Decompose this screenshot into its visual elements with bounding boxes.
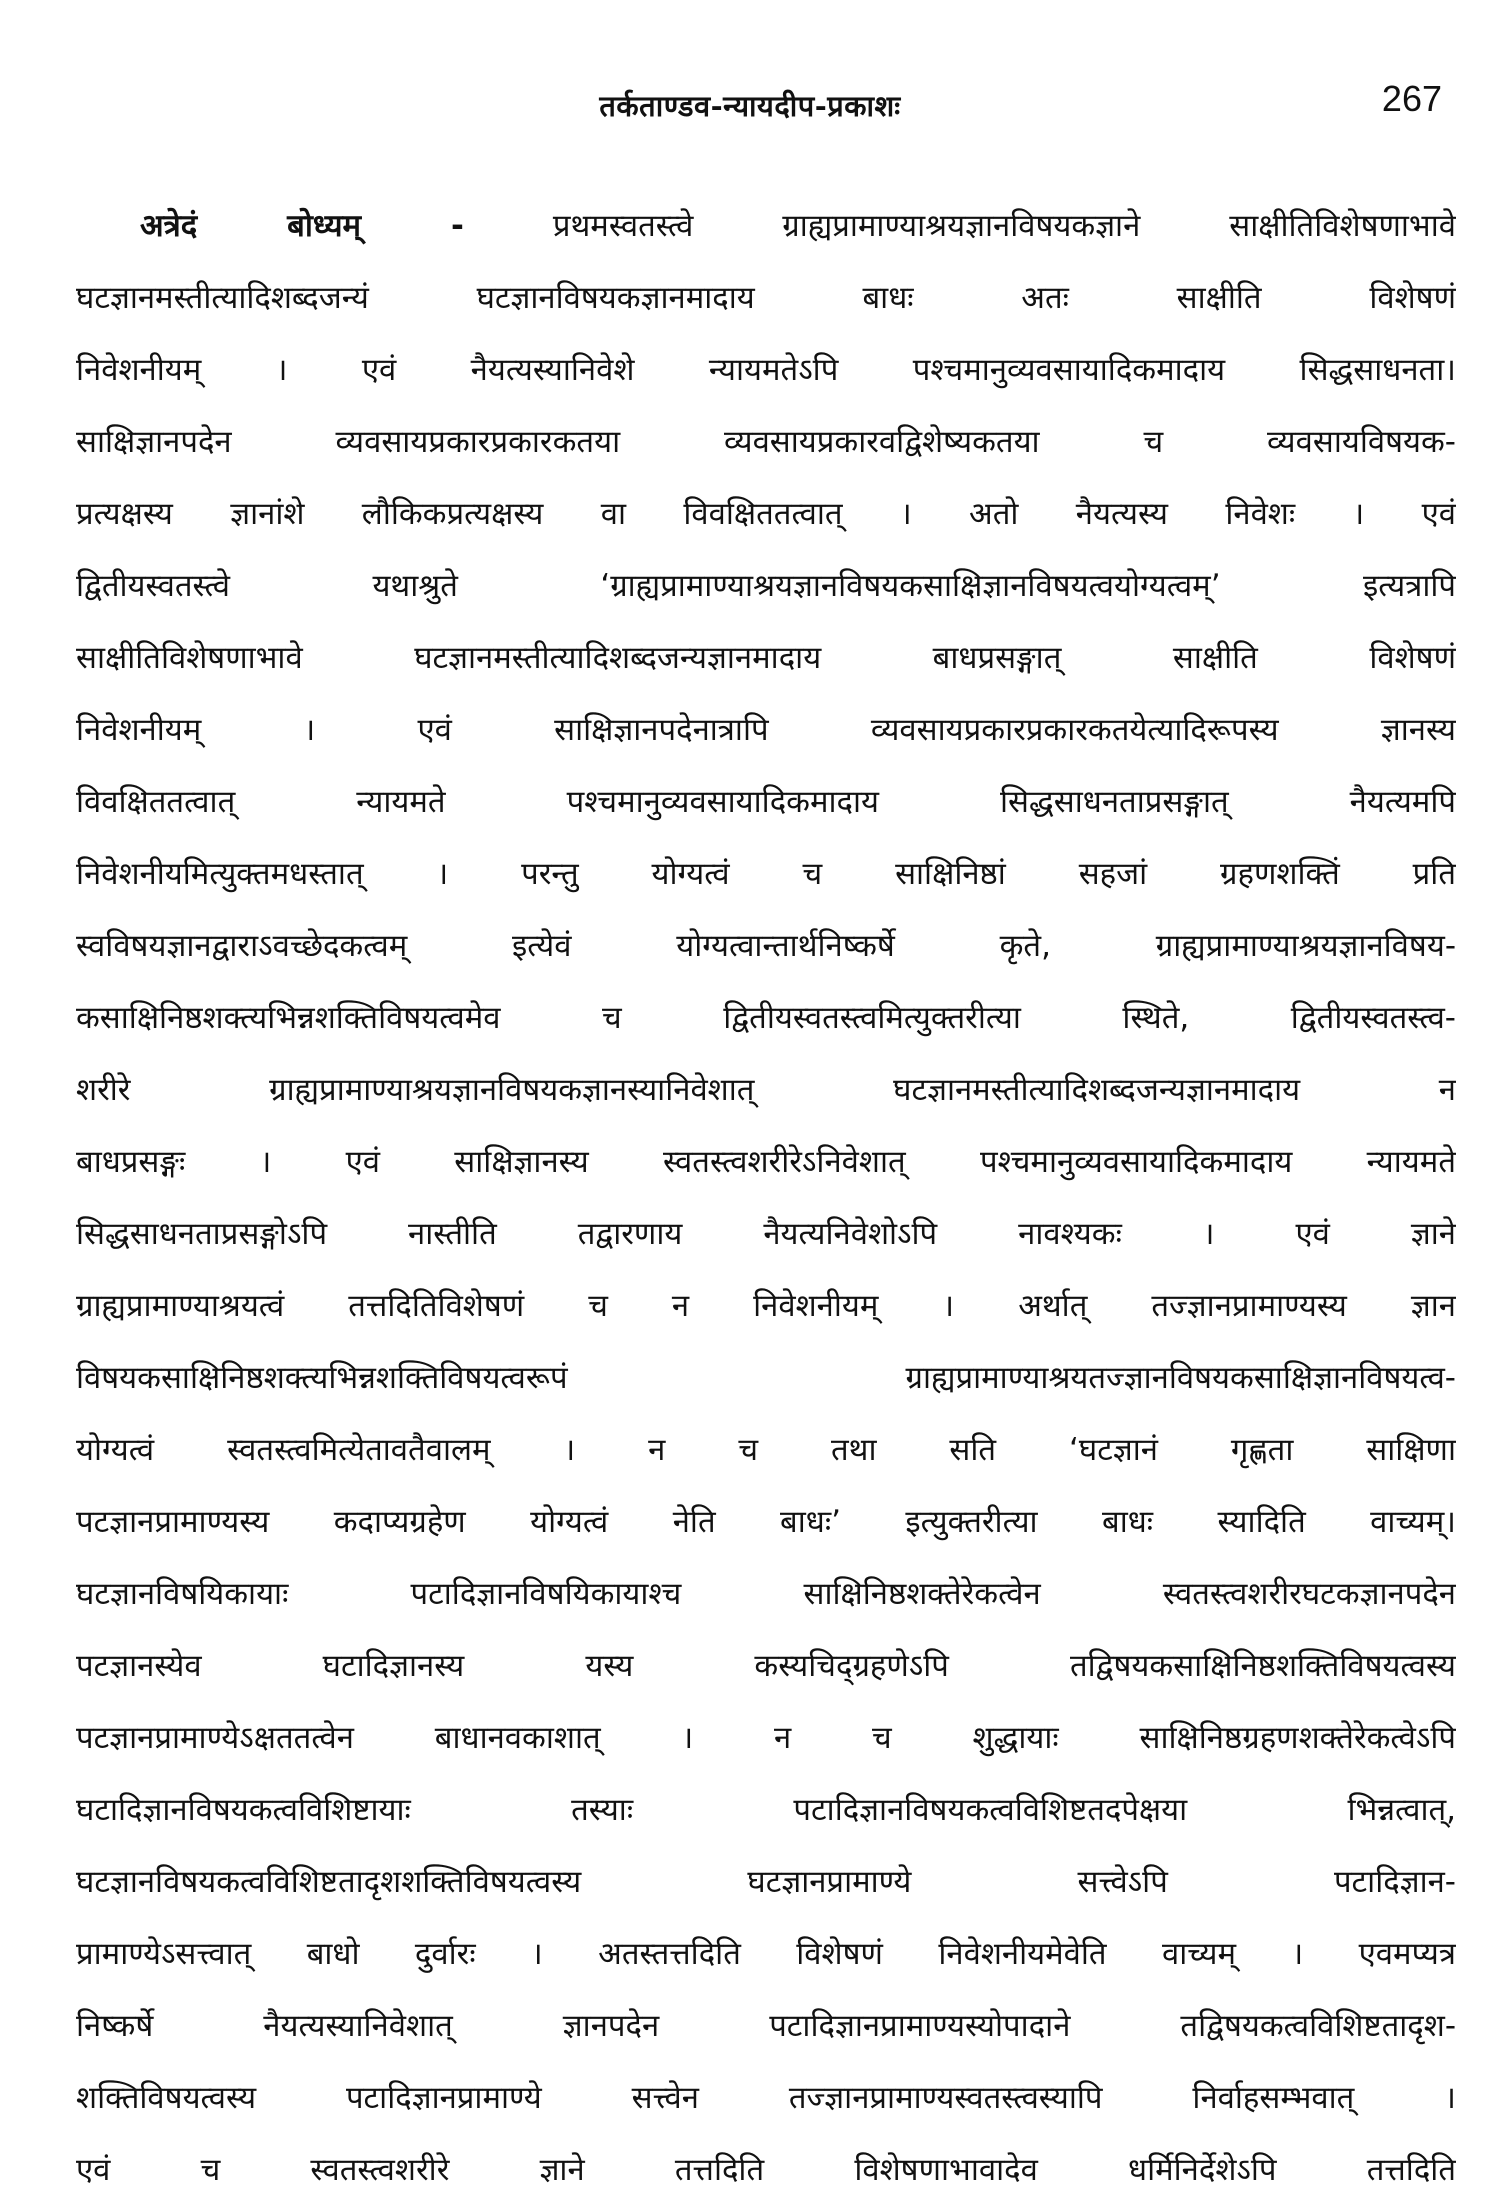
page-number: 267 [1381,78,1442,119]
text-line: निष्कर्षे नैयत्यस्यानिवेशात् ज्ञानपदेन पटादिज्ञानप्रामाण्यस्योपादाने तद्विषयकत्वविशिष्टतादृश- [76,2008,1456,2044]
text-line: एवं च स्वतस्त्वशरीरे ज्ञाने तत्तदिति विशेषणाभावादेव धर्मिनिर्देशेऽपि तत्तदिति [76,2152,1456,2188]
text-lines [76,268,1456,2212]
text-line: साक्षिज्ञानपदेन व्यवसायप्रकारप्रकारकतया व्यवसायप्रकारवद्विशेष्यकतया च व्यवसायविषयक- [76,424,1456,460]
text-line: पटज्ञानस्येव घटादिज्ञानस्य यस्य कस्यचिद्ग्रहणेऽपि तद्विषयकसाक्षिनिष्ठशक्तिविषयत्वस्य [76,1648,1456,1684]
text-line: ग्राह्यप्रामाण्याश्रयत्वं तत्तदितिविशेषणं च न निवेशनीयम् । अर्थात् तज्ज्ञानप्रामाण्यस्य ज्ञान [76,1288,1456,1324]
text-line: प्रामाण्येऽसत्त्वात् बाधो दुर्वारः । अतस्तत्तदिति विशेषणं निवेशनीयमेवेति वाच्यम् । एवमप्यत्र [76,1936,1456,1972]
text-line: द्वितीयस्वतस्त्वे यथाश्रुते ‘ग्राह्यप्रामाण्याश्रयज्ञानविषयकसाक्षिज्ञानविषयत्वयोग्यत्वम्’ इत्यत्रापि [76,568,1456,604]
text-line: सिद्धसाधनताप्रसङ्गोऽपि नास्तीति तद्वारणाय नैयत्यनिवेशोऽपि नावश्यकः । एवं ज्ञाने [76,1216,1456,1252]
text-line: पटज्ञानप्रामाण्यस्य कदाप्यग्रहेण योग्यत्वं नेति बाधः’ इत्युक्तरीत्या बाधः स्यादिति वाच्यम्। [76,1504,1456,1540]
text-line: निवेशनीयम् । एवं नैयत्यस्यानिवेशे न्यायमतेऽपि पश्चमानुव्यवसायादिकमादाय सिद्धसाधनता। [76,352,1456,388]
text-line: शरीरे ग्राह्यप्रामाण्याश्रयज्ञानविषयकज्ञानस्यानिवेशात् घटज्ञानमस्तीत्यादिशब्दजन्यज्ञानमादाय न [76,1072,1456,1108]
text-line: बाधप्रसङ्गः । एवं साक्षिज्ञानस्य स्वतस्त्वशरीरेऽनिवेशात् पश्चमानुव्यवसायादिकमादाय न्यायमते [76,1144,1456,1180]
text-line: विषयकसाक्षिनिष्ठशक्त्यभिन्नशक्तिविषयत्वरूपं ग्राह्यप्रामाण्याश्रयतज्ज्ञानविषयकसाक्षिज्ञानविषयत्व- [76,1360,1456,1396]
first-line-text: प्रथमस्वतस्त्वे ग्राह्यप्रामाण्याश्रयज्ञानविषयकज्ञाने साक्षीतिविशेषणाभावे [463,208,1456,244]
lead-phrase: अत्रेदं बोध्यम् - [140,208,464,244]
text-line: योग्यत्वं स्वतस्त्वमित्येतावतैवालम् । न च तथा सति ‘घटज्ञानं गृह्णता साक्षिणा [76,1432,1456,1468]
text-line: साक्षीतिविशेषणाभावे घटज्ञानमस्तीत्यादिशब्दजन्यज्ञानमादाय बाधप्रसङ्गात् साक्षीति विशेषणं [76,640,1456,676]
text-line: घटज्ञानमस्तीत्यादिशब्दजन्यं घटज्ञानविषयकज्ञानमादाय बाधः अतः साक्षीति विशेषणं [76,280,1456,316]
body-text [76,196,1456,2212]
text-line: शक्तिविषयत्वस्य पटादिज्ञानप्रामाण्ये सत्त्वेन तज्ज्ञानप्रामाण्यस्वतस्त्वस्यापि निर्वाहसम्भवात् । [76,2080,1456,2116]
text-line: विवक्षिततत्वात् न्यायमते पश्चमानुव्यवसायादिकमादाय सिद्धसाधनताप्रसङ्गात् नैयत्यमपि [76,784,1456,820]
page-header [0,78,1500,146]
text-line: घटज्ञानविषयिकायाः पटादिज्ञानविषयिकायाश्च साक्षिनिष्ठशक्तेरेकत्वेन स्वतस्त्वशरीरघटकज्ञानपदेन [76,1576,1456,1612]
text-line: घटादिज्ञानविषयकत्वविशिष्टायाः तस्याः पटादिज्ञानविषयकत्वविशिष्टतदपेक्षया भिन्नत्वात्, [76,1792,1456,1828]
running-title: तर्कताण्डव-न्यायदीप-प्रकाशः [599,89,901,123]
text-line: घटज्ञानविषयकत्वविशिष्टतादृशशक्तिविषयत्वस्य घटज्ञानप्रामाण्ये सत्त्वेऽपि पटादिज्ञान- [76,1864,1456,1900]
text-line: पटज्ञानप्रामाण्येऽक्षततत्वेन बाधानवकाशात् । न च शुद्धायाः साक्षिनिष्ठग्रहणशक्तेरेकत्वेऽपि [76,1720,1456,1756]
text-line: निवेशनीयमित्युक्तमधस्तात् । परन्तु योग्यत्वं च साक्षिनिष्ठां सहजां ग्रहणशक्तिं प्रति [76,856,1456,892]
text-line-first [76,196,1456,268]
text-line: निवेशनीयम् । एवं साक्षिज्ञानपदेनात्रापि व्यवसायप्रकारप्रकारकतयेत्यादिरूपस्य ज्ञानस्य [76,712,1456,748]
text-line: कसाक्षिनिष्ठशक्त्यभिन्नशक्तिविषयत्वमेव च द्वितीयस्वतस्त्वमित्युक्तरीत्या स्थिते, द्वितीयस्वतस्त्व- [76,1000,1456,1036]
text-line: स्वविषयज्ञानद्वाराऽवच्छेदकत्वम् इत्येवं योग्यत्वान्तार्थनिष्कर्षे कृते, ग्राह्यप्रामाण्याश्रयज्ञानविषय- [76,928,1456,964]
text-line: प्रत्यक्षस्य ज्ञानांशे लौकिकप्रत्यक्षस्य वा विवक्षिततत्वात् । अतो नैयत्यस्य निवेशः । एवं [76,496,1456,532]
